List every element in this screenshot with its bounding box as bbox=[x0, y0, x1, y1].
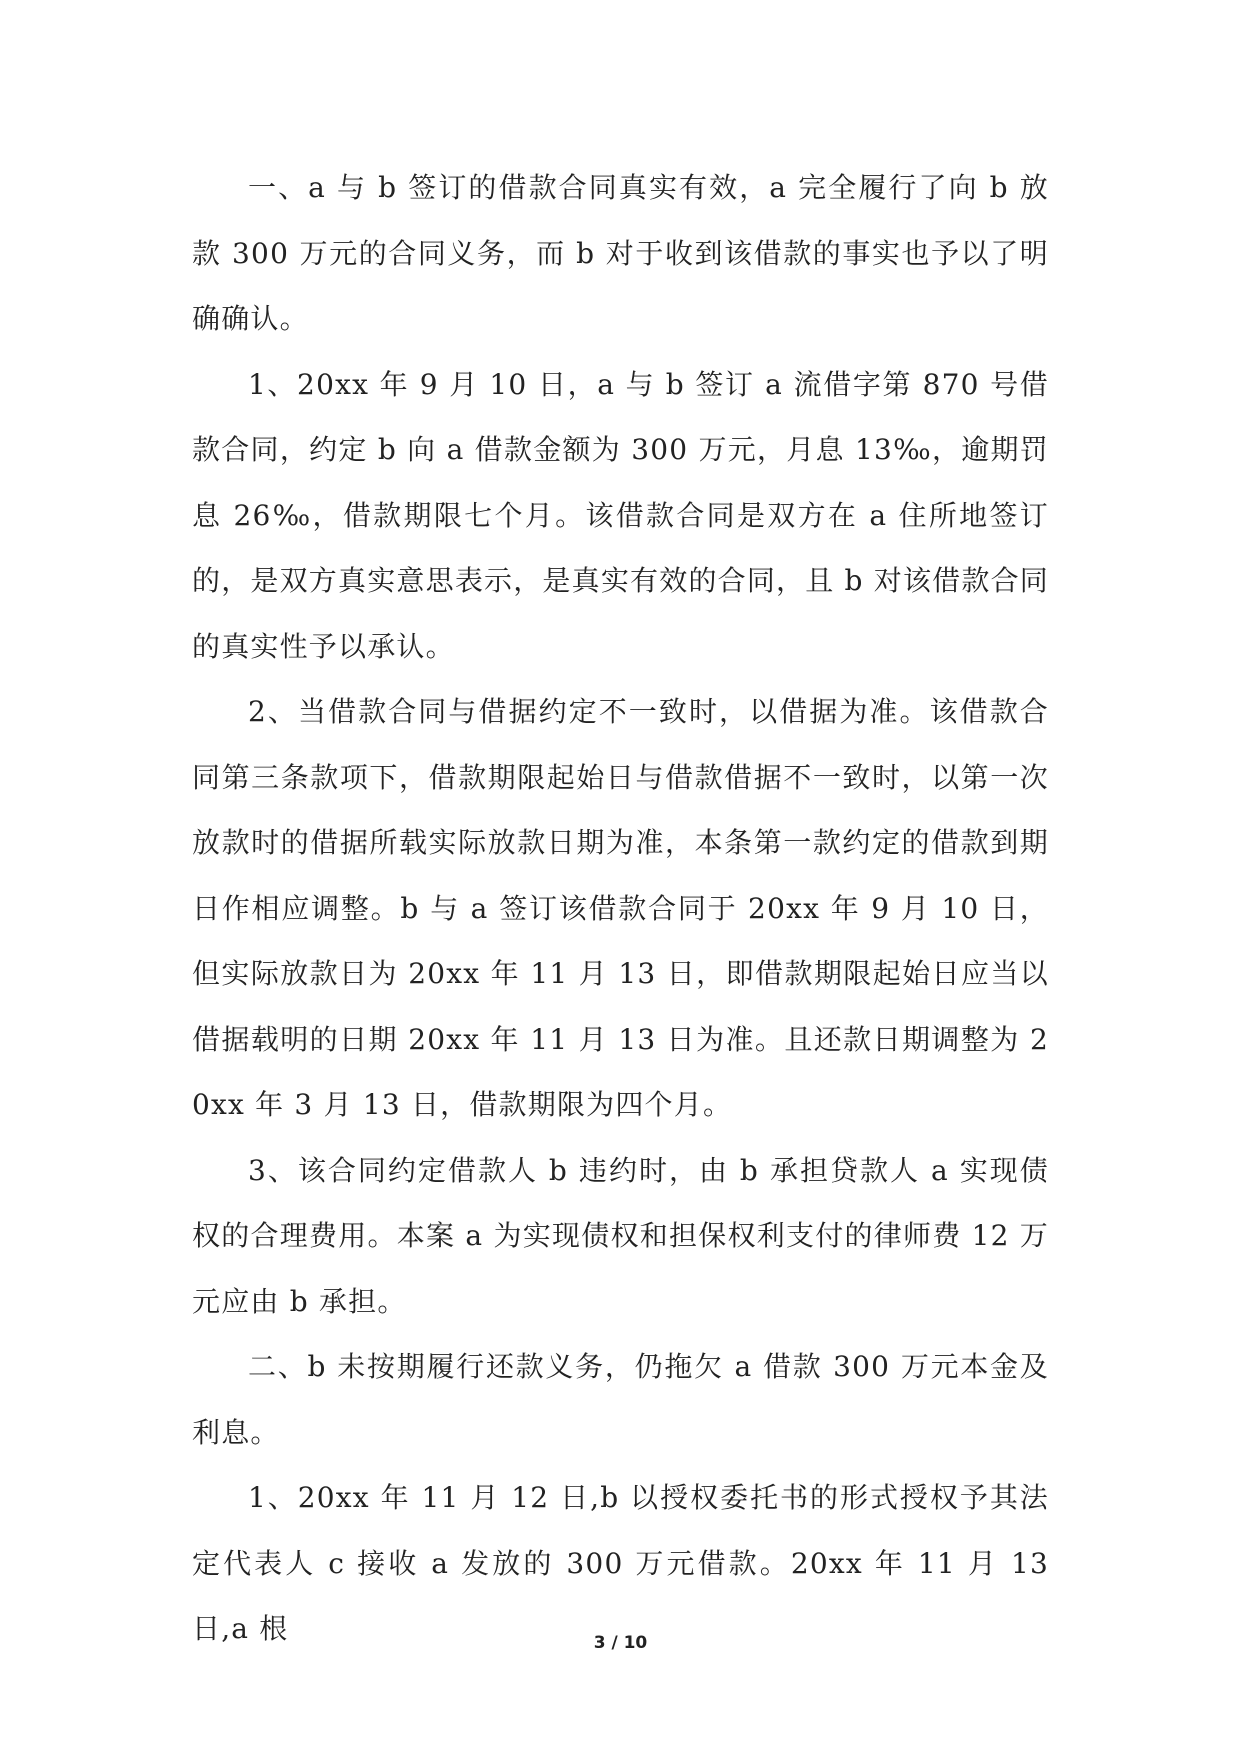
paragraph-6: 1、20xx 年 11 月 12 日,b 以授权委托书的形式授权予其法定代表人 c 接收 a 发放的 300 万元借款。20xx 年 11 月 13 日,a 根 bbox=[192, 1481, 1049, 1645]
paragraph-1: 一、a 与 b 签订的借款合同真实有效，a 完全履行了向 b 放款 300 万元的合同义务，而 b 对于收到该借款的事实也予以了明确确认。 bbox=[192, 171, 1049, 335]
paragraph-3: 2、当借款合同与借据约定不一致时，以借据为准。该借款合同第三条款项下，借款期限起始日与借款借据不一致时，以第一次放款时的借据所载实际放款日期为准，本条第一款约定的借款到期日作相应调整。b 与 a 签订该借款合同于 20xx 年 9 月 10 日，但实际放款日为 20xx 年 11 月 13 日，即借款期限起始日应当以借据载明的日期 20xx 年 11 月 13 日为准。且还款日期调整为 20xx 年 3 月 13 日，借款期限为四个月。 bbox=[192, 695, 1049, 1121]
paragraph-4: 3、该合同约定借款人 b 违约时，由 b 承担贷款人 a 实现债权的合理费用。本案 a 为实现债权和担保权利支付的律师费 12 万元应由 b 承担。 bbox=[192, 1153, 1049, 1318]
paragraph-2: 1、20xx 年 9 月 10 日，a 与 b 签订 a 流借字第 870 号借款合同，约定 b 向 a 借款金额为 300 万元，月息 13‰，逾期罚息 26‰，借款期限七个月。该借款合同是双方在 a 住所地签订的，是双方真实意思表示，是真实有效的合同，且 b 对该借款合同的真实性予以承认。 bbox=[192, 367, 1049, 663]
document-body bbox=[192, 155, 1049, 1662]
paragraph-5: 二、b 未按期履行还款义务，仍拖欠 a 借款 300 万元本金及利息。 bbox=[192, 1350, 1049, 1449]
page-number: 3 / 10 bbox=[593, 1633, 648, 1653]
